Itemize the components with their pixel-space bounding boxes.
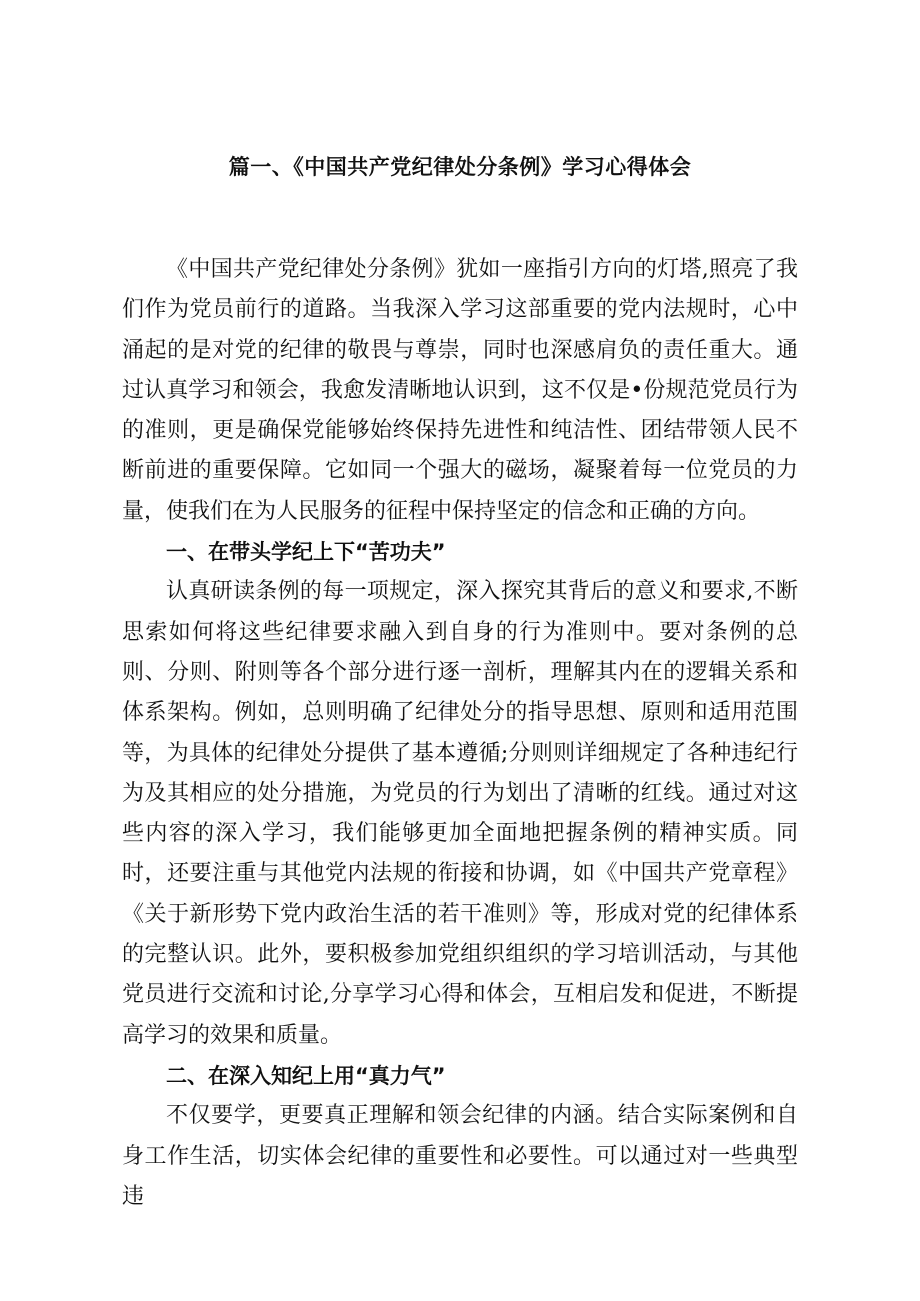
document-title: 篇一、《中国共产党纪律处分条例》学习心得体会 xyxy=(228,155,692,179)
section-heading-1: 一、在带头学纪上下“苦功夫” xyxy=(166,540,446,565)
section-paragraph-2: 不仅要学，更要真正理解和领会纪律的内涵。结合实际案例和自身工作生活，切实体会纪律的重要性和必要性。可以通过对一些典型违 xyxy=(122,1103,798,1209)
intro-paragraph: 《中国共产党纪律处分条例》犹如一座指引方向的灯塔,照亮了我们作为党员前行的道路。当我深入学习这部重要的党内法规时，心中涌起的是对党的纪律的敬畏与尊崇，同时也深感肩负的责任重大。通过认真学习和领会，我愈发清晰地认识到，这不仅是•份规范党员行为的准则，更是确保党能够始终保持先进性和纯洁性、团结带领人民不断前进的重要保障。它如同一个强大的磁场，凝聚着每一位党员的力量，使我们在为人民服务的征程中保持坚定的信念和正确的方向。 xyxy=(122,257,798,524)
document-body xyxy=(122,250,798,1217)
section-heading-2: 二、在深入知纪上用“真力气” xyxy=(166,1063,446,1088)
section-paragraph-1: 认真研读条例的每一项规定，深入探究其背后的意义和要求,不断思索如何将这些纪律要求融入到自身的行为准则中。要对条例的总则、分则、附则等各个部分进行逐一剖析，理解其内在的逻辑关系和体系架构。例如，总则明确了纪律处分的指导思想、原则和适用范围等，为具体的纪律处分提供了基本遵循;分则则详细规定了各种违纪行为及其相应的处分措施，为党员的行为划出了清晰的红线。通过对这些内容的深入学习，我们能够更加全面地把握条例的精神实质。同时，还要注重与其他党内法规的衔接和协调，如《中国共产党章程》《关于新形势下党内政治生活的若干准则》等，形成对党的纪律体系的完整认识。此外，要积极参加党组织组织的学习培训活动，与其他党员进行交流和讨论,分享学习心得和体会，互相启发和促进，不断提高学习的效果和质量。 xyxy=(122,579,798,1048)
